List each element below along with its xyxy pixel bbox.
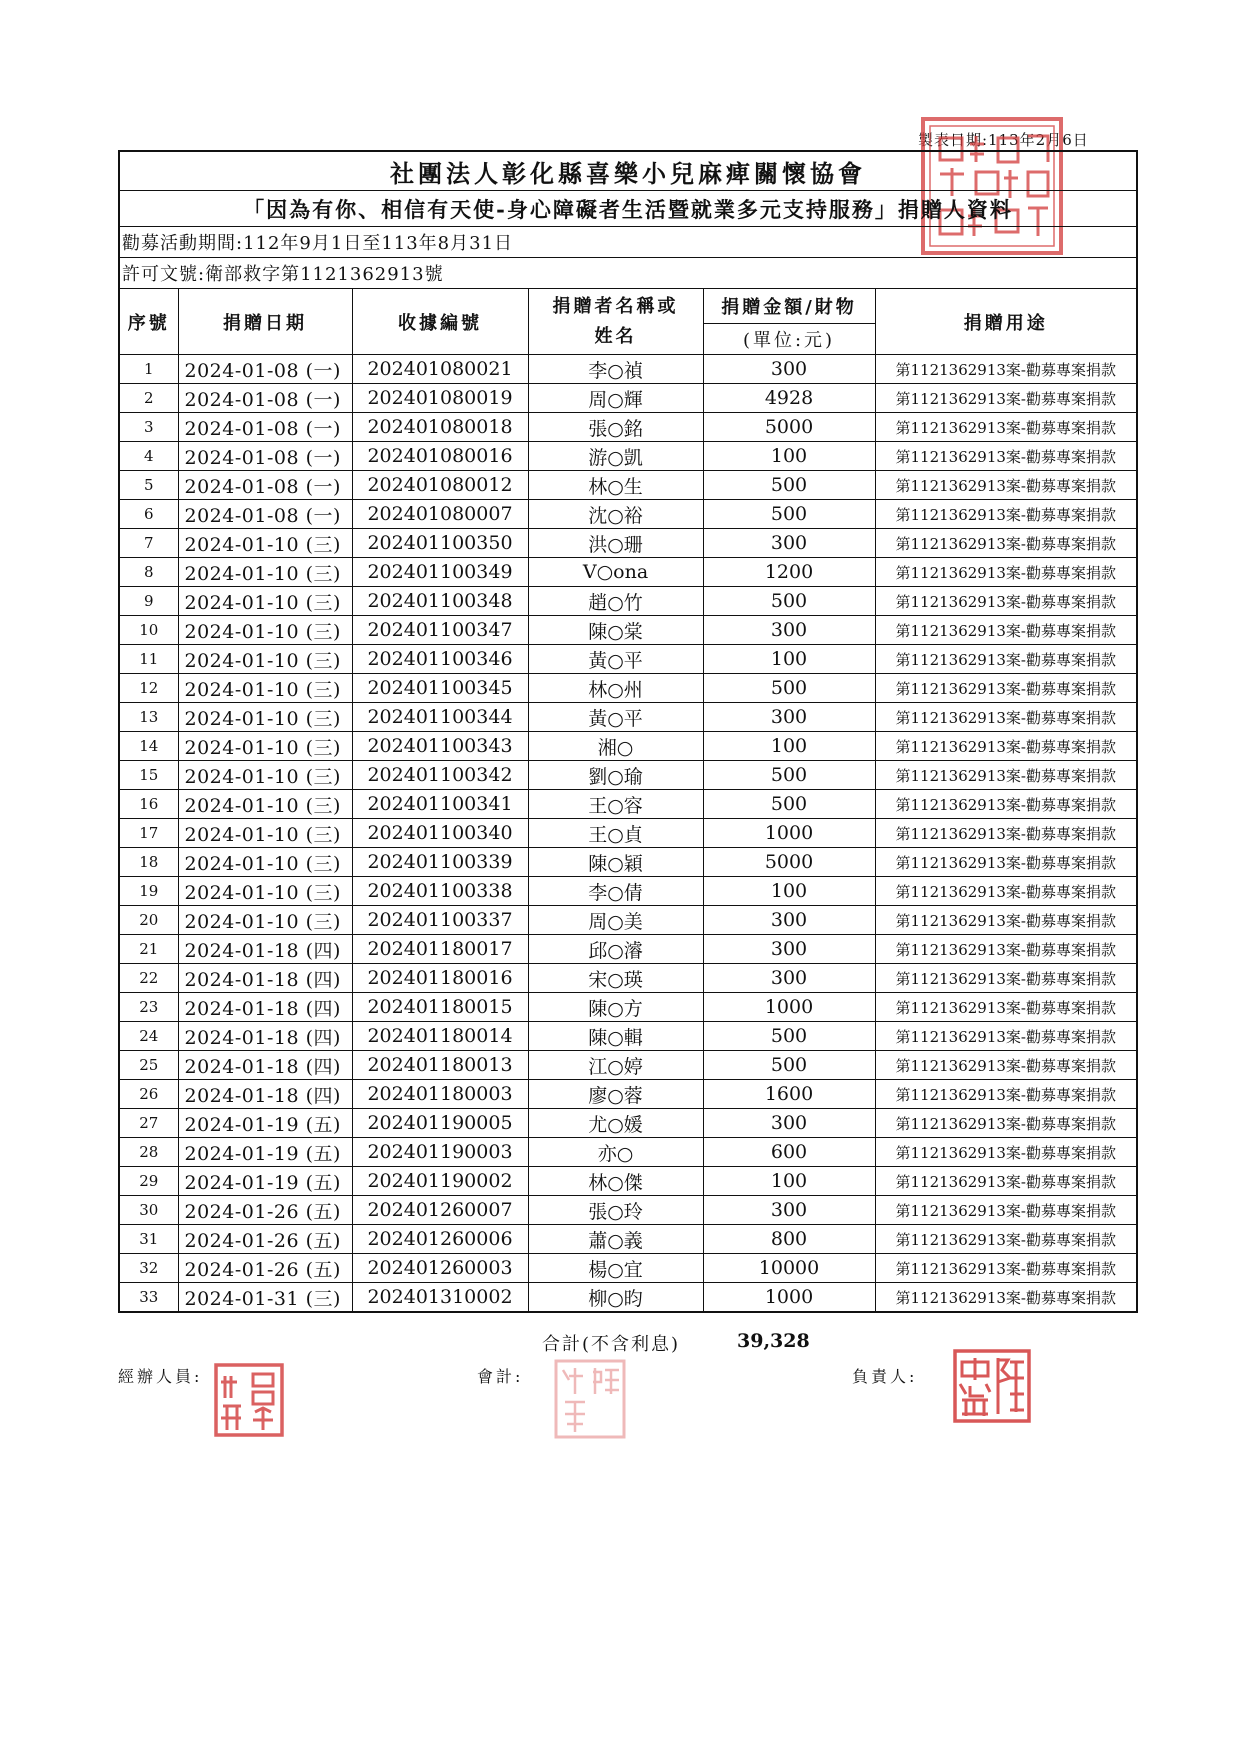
row-amount: 100: [703, 645, 875, 674]
total-label: 合計(不含利息): [542, 1334, 681, 1355]
row-use: 第1121362913案-勸募專案捐款: [875, 964, 1136, 993]
row-date: 2024-01-18 (四): [178, 1051, 352, 1080]
row-amount: 500: [703, 790, 875, 819]
row-use: 第1121362913案-勸募專案捐款: [875, 1138, 1136, 1167]
row-seq: 24: [120, 1022, 178, 1051]
accountant-label: 會計:: [477, 1367, 524, 1386]
row-donor: V○ona: [528, 558, 703, 587]
accountant-seal: [553, 1358, 627, 1440]
table-row: [120, 1254, 1136, 1283]
row-date: 2024-01-10 (三): [178, 877, 352, 906]
row-date: 2024-01-19 (五): [178, 1138, 352, 1167]
row-amount: 500: [703, 471, 875, 500]
row-seq: 21: [120, 935, 178, 964]
row-amount: 500: [703, 1051, 875, 1080]
row-amount: 300: [703, 935, 875, 964]
row-date: 2024-01-10 (三): [178, 674, 352, 703]
row-amount: 800: [703, 1225, 875, 1254]
row-donor: 王○貞: [528, 819, 703, 848]
row-date: 2024-01-08 (一): [178, 355, 352, 384]
row-donor: 陳○棠: [528, 616, 703, 645]
row-use: 第1121362913案-勸募專案捐款: [875, 1022, 1136, 1051]
row-use: 第1121362913案-勸募專案捐款: [875, 1254, 1136, 1283]
row-receipt: 202401190002: [352, 1167, 528, 1196]
row-amount: 5000: [703, 413, 875, 442]
row-donor: 邱○濬: [528, 935, 703, 964]
row-date: 2024-01-10 (三): [178, 848, 352, 877]
row-seq: 9: [120, 587, 178, 616]
table-row: [120, 964, 1136, 993]
row-use: 第1121362913案-勸募專案捐款: [875, 442, 1136, 471]
row-donor: 廖○蓉: [528, 1080, 703, 1109]
row-use: 第1121362913案-勸募專案捐款: [875, 790, 1136, 819]
row-seq: 13: [120, 703, 178, 732]
col-header-seq: 序號: [120, 289, 178, 355]
table-row: [120, 1167, 1136, 1196]
table-row: [120, 1080, 1136, 1109]
table-row: [120, 1196, 1136, 1225]
row-date: 2024-01-10 (三): [178, 529, 352, 558]
row-receipt: 202401100339: [352, 848, 528, 877]
make-date: 製表日期:113年2月6日: [918, 131, 1089, 149]
row-seq: 32: [120, 1254, 178, 1283]
table-row: [120, 616, 1136, 645]
row-seq: 10: [120, 616, 178, 645]
row-amount: 600: [703, 1138, 875, 1167]
row-date: 2024-01-18 (四): [178, 993, 352, 1022]
row-donor: 李○倩: [528, 877, 703, 906]
row-receipt: 202401180013: [352, 1051, 528, 1080]
table-row: [120, 1051, 1136, 1080]
row-seq: 6: [120, 500, 178, 529]
row-donor: 洪○珊: [528, 529, 703, 558]
table-row: [120, 935, 1136, 964]
table-row: [120, 529, 1136, 558]
table-row: [120, 558, 1136, 587]
table-row: [120, 355, 1136, 384]
row-donor: 林○州: [528, 674, 703, 703]
table-row: [120, 993, 1136, 1022]
row-date: 2024-01-08 (一): [178, 413, 352, 442]
row-receipt: 202401080007: [352, 500, 528, 529]
row-date: 2024-01-10 (三): [178, 645, 352, 674]
row-use: 第1121362913案-勸募專案捐款: [875, 558, 1136, 587]
row-seq: 29: [120, 1167, 178, 1196]
row-date: 2024-01-18 (四): [178, 1022, 352, 1051]
table-row: [120, 384, 1136, 413]
row-use: 第1121362913案-勸募專案捐款: [875, 906, 1136, 935]
row-seq: 22: [120, 964, 178, 993]
row-receipt: 202401080016: [352, 442, 528, 471]
row-use: 第1121362913案-勸募專案捐款: [875, 616, 1136, 645]
row-date: 2024-01-08 (一): [178, 384, 352, 413]
row-receipt: 202401100344: [352, 703, 528, 732]
row-receipt: 202401100347: [352, 616, 528, 645]
row-amount: 500: [703, 1022, 875, 1051]
row-donor: 趙○竹: [528, 587, 703, 616]
row-donor: 周○輝: [528, 384, 703, 413]
table-row: [120, 761, 1136, 790]
row-donor: 周○美: [528, 906, 703, 935]
table-row: [120, 1022, 1136, 1051]
row-date: 2024-01-10 (三): [178, 819, 352, 848]
row-amount: 300: [703, 529, 875, 558]
table-row: [120, 790, 1136, 819]
row-amount: 300: [703, 703, 875, 732]
row-seq: 3: [120, 413, 178, 442]
row-amount: 500: [703, 500, 875, 529]
row-donor: 林○傑: [528, 1167, 703, 1196]
col-header-amount-unit: (單位:元): [703, 324, 875, 355]
donor-rows: [120, 355, 1136, 1312]
row-donor: 楊○宜: [528, 1254, 703, 1283]
row-use: 第1121362913案-勸募專案捐款: [875, 384, 1136, 413]
row-receipt: 202401080021: [352, 355, 528, 384]
row-receipt: 202401180014: [352, 1022, 528, 1051]
row-receipt: 202401100341: [352, 790, 528, 819]
row-donor: 游○凱: [528, 442, 703, 471]
row-use: 第1121362913案-勸募專案捐款: [875, 819, 1136, 848]
donor-table: [120, 289, 1136, 1311]
row-amount: 1600: [703, 1080, 875, 1109]
row-seq: 23: [120, 993, 178, 1022]
row-seq: 12: [120, 674, 178, 703]
row-receipt: 202401080012: [352, 471, 528, 500]
row-seq: 31: [120, 1225, 178, 1254]
row-donor: 王○容: [528, 790, 703, 819]
row-date: 2024-01-31 (三): [178, 1283, 352, 1312]
row-seq: 8: [120, 558, 178, 587]
row-receipt: 202401080018: [352, 413, 528, 442]
row-use: 第1121362913案-勸募專案捐款: [875, 674, 1136, 703]
row-seq: 5: [120, 471, 178, 500]
row-amount: 300: [703, 1196, 875, 1225]
row-donor: 林○生: [528, 471, 703, 500]
row-receipt: 202401180015: [352, 993, 528, 1022]
row-amount: 300: [703, 616, 875, 645]
row-amount: 4928: [703, 384, 875, 413]
row-use: 第1121362913案-勸募專案捐款: [875, 1109, 1136, 1138]
total-value: 39,328: [737, 1330, 810, 1352]
row-amount: 100: [703, 732, 875, 761]
responsible-label: 負責人:: [852, 1367, 918, 1386]
row-amount: 300: [703, 964, 875, 993]
row-seq: 19: [120, 877, 178, 906]
row-amount: 500: [703, 587, 875, 616]
row-use: 第1121362913案-勸募專案捐款: [875, 529, 1136, 558]
row-receipt: 202401180016: [352, 964, 528, 993]
row-use: 第1121362913案-勸募專案捐款: [875, 848, 1136, 877]
row-seq: 11: [120, 645, 178, 674]
row-date: 2024-01-10 (三): [178, 703, 352, 732]
row-date: 2024-01-19 (五): [178, 1167, 352, 1196]
row-donor: 劉○瑜: [528, 761, 703, 790]
table-row: [120, 587, 1136, 616]
row-date: 2024-01-10 (三): [178, 906, 352, 935]
handler-seal: [213, 1362, 285, 1438]
row-amount: 10000: [703, 1254, 875, 1283]
row-use: 第1121362913案-勸募專案捐款: [875, 587, 1136, 616]
row-donor: 宋○瑛: [528, 964, 703, 993]
col-header-date: 捐贈日期: [178, 289, 352, 355]
table-row: [120, 471, 1136, 500]
row-use: 第1121362913案-勸募專案捐款: [875, 1051, 1136, 1080]
row-seq: 2: [120, 384, 178, 413]
row-seq: 16: [120, 790, 178, 819]
row-use: 第1121362913案-勸募專案捐款: [875, 1167, 1136, 1196]
row-seq: 14: [120, 732, 178, 761]
row-use: 第1121362913案-勸募專案捐款: [875, 935, 1136, 964]
row-amount: 1000: [703, 819, 875, 848]
row-receipt: 202401310002: [352, 1283, 528, 1312]
row-amount: 300: [703, 1109, 875, 1138]
row-date: 2024-01-10 (三): [178, 616, 352, 645]
row-donor: 陳○方: [528, 993, 703, 1022]
row-receipt: 202401100346: [352, 645, 528, 674]
campaign-period: 勸募活動期間:112年9月1日至113年8月31日: [120, 227, 1136, 258]
row-use: 第1121362913案-勸募專案捐款: [875, 471, 1136, 500]
row-use: 第1121362913案-勸募專案捐款: [875, 355, 1136, 384]
row-amount: 100: [703, 442, 875, 471]
row-receipt: 202401260007: [352, 1196, 528, 1225]
row-use: 第1121362913案-勸募專案捐款: [875, 645, 1136, 674]
row-receipt: 202401100337: [352, 906, 528, 935]
row-receipt: 202401180003: [352, 1080, 528, 1109]
row-seq: 27: [120, 1109, 178, 1138]
row-receipt: 202401100348: [352, 587, 528, 616]
row-receipt: 202401100342: [352, 761, 528, 790]
row-use: 第1121362913案-勸募專案捐款: [875, 703, 1136, 732]
row-seq: 15: [120, 761, 178, 790]
row-seq: 7: [120, 529, 178, 558]
row-receipt: 202401190003: [352, 1138, 528, 1167]
row-seq: 20: [120, 906, 178, 935]
row-seq: 28: [120, 1138, 178, 1167]
table-row: [120, 703, 1136, 732]
row-use: 第1121362913案-勸募專案捐款: [875, 1225, 1136, 1254]
row-amount: 300: [703, 355, 875, 384]
row-receipt: 202401100350: [352, 529, 528, 558]
permit-number: 許可文號:衛部救字第1121362913號: [120, 258, 1136, 289]
row-donor: 李○禎: [528, 355, 703, 384]
sheet-subtitle: 「因為有你、相信有天使-身心障礙者生活暨就業多元支持服務」捐贈人資料: [120, 191, 1136, 227]
row-donor: 尤○媛: [528, 1109, 703, 1138]
row-use: 第1121362913案-勸募專案捐款: [875, 877, 1136, 906]
row-receipt: 202401190005: [352, 1109, 528, 1138]
row-amount: 1000: [703, 993, 875, 1022]
row-use: 第1121362913案-勸募專案捐款: [875, 1080, 1136, 1109]
table-row: [120, 500, 1136, 529]
row-amount: 500: [703, 674, 875, 703]
row-amount: 100: [703, 877, 875, 906]
org-title: 社團法人彰化縣喜樂小兒麻痺關懷協會: [120, 152, 1136, 191]
row-amount: 100: [703, 1167, 875, 1196]
row-receipt: 202401100345: [352, 674, 528, 703]
row-date: 2024-01-08 (一): [178, 471, 352, 500]
row-seq: 25: [120, 1051, 178, 1080]
row-receipt: 202401260003: [352, 1254, 528, 1283]
row-use: 第1121362913案-勸募專案捐款: [875, 413, 1136, 442]
row-date: 2024-01-10 (三): [178, 558, 352, 587]
table-row: [120, 819, 1136, 848]
row-receipt: 202401260006: [352, 1225, 528, 1254]
row-use: 第1121362913案-勸募專案捐款: [875, 1196, 1136, 1225]
table-row: [120, 877, 1136, 906]
row-donor: 江○婷: [528, 1051, 703, 1080]
row-amount: 500: [703, 761, 875, 790]
row-donor: 陳○輯: [528, 1022, 703, 1051]
row-date: 2024-01-26 (五): [178, 1196, 352, 1225]
row-date: 2024-01-10 (三): [178, 587, 352, 616]
row-use: 第1121362913案-勸募專案捐款: [875, 1283, 1136, 1312]
row-receipt: 202401100343: [352, 732, 528, 761]
row-amount: 1200: [703, 558, 875, 587]
table-row: [120, 1283, 1136, 1312]
row-amount: 1000: [703, 1283, 875, 1312]
row-donor: 陳○穎: [528, 848, 703, 877]
row-donor: 沈○裕: [528, 500, 703, 529]
row-donor: 湘○: [528, 732, 703, 761]
row-date: 2024-01-10 (三): [178, 761, 352, 790]
row-donor: 張○銘: [528, 413, 703, 442]
row-seq: 17: [120, 819, 178, 848]
row-use: 第1121362913案-勸募專案捐款: [875, 500, 1136, 529]
row-date: 2024-01-18 (四): [178, 935, 352, 964]
row-donor: 蕭○義: [528, 1225, 703, 1254]
row-date: 2024-01-08 (一): [178, 442, 352, 471]
table-row: [120, 1138, 1136, 1167]
row-date: 2024-01-19 (五): [178, 1109, 352, 1138]
row-use: 第1121362913案-勸募專案捐款: [875, 761, 1136, 790]
row-seq: 33: [120, 1283, 178, 1312]
col-header-receipt: 收據編號: [352, 289, 528, 355]
col-header-use: 捐贈用途: [875, 289, 1136, 355]
table-row: [120, 442, 1136, 471]
row-date: 2024-01-18 (四): [178, 964, 352, 993]
row-date: 2024-01-18 (四): [178, 1080, 352, 1109]
row-seq: 30: [120, 1196, 178, 1225]
row-donor: 黃○平: [528, 703, 703, 732]
row-date: 2024-01-08 (一): [178, 500, 352, 529]
table-row: [120, 674, 1136, 703]
row-seq: 18: [120, 848, 178, 877]
row-receipt: 202401100340: [352, 819, 528, 848]
table-row: [120, 732, 1136, 761]
row-seq: 26: [120, 1080, 178, 1109]
row-donor: 張○玲: [528, 1196, 703, 1225]
row-date: 2024-01-26 (五): [178, 1225, 352, 1254]
col-header-amount: 捐贈金額/財物: [703, 289, 875, 324]
row-receipt: 202401180017: [352, 935, 528, 964]
table-row: [120, 906, 1136, 935]
responsible-seal: [952, 1348, 1032, 1424]
table-row: [120, 413, 1136, 442]
table-row: [120, 848, 1136, 877]
row-seq: 1: [120, 355, 178, 384]
row-use: 第1121362913案-勸募專案捐款: [875, 993, 1136, 1022]
row-donor: 柳○昀: [528, 1283, 703, 1312]
row-receipt: 202401080019: [352, 384, 528, 413]
donation-sheet: [118, 150, 1138, 1313]
row-donor: 亦○: [528, 1138, 703, 1167]
row-receipt: 202401100338: [352, 877, 528, 906]
row-amount: 5000: [703, 848, 875, 877]
row-donor: 黃○平: [528, 645, 703, 674]
table-row: [120, 1225, 1136, 1254]
table-row: [120, 645, 1136, 674]
row-amount: 300: [703, 906, 875, 935]
table-row: [120, 1109, 1136, 1138]
row-receipt: 202401100349: [352, 558, 528, 587]
row-seq: 4: [120, 442, 178, 471]
row-date: 2024-01-26 (五): [178, 1254, 352, 1283]
col-header-donor: 捐贈者名稱或姓名: [528, 289, 703, 355]
row-use: 第1121362913案-勸募專案捐款: [875, 732, 1136, 761]
row-date: 2024-01-10 (三): [178, 790, 352, 819]
row-date: 2024-01-10 (三): [178, 732, 352, 761]
handler-label: 經辦人員:: [118, 1367, 203, 1386]
